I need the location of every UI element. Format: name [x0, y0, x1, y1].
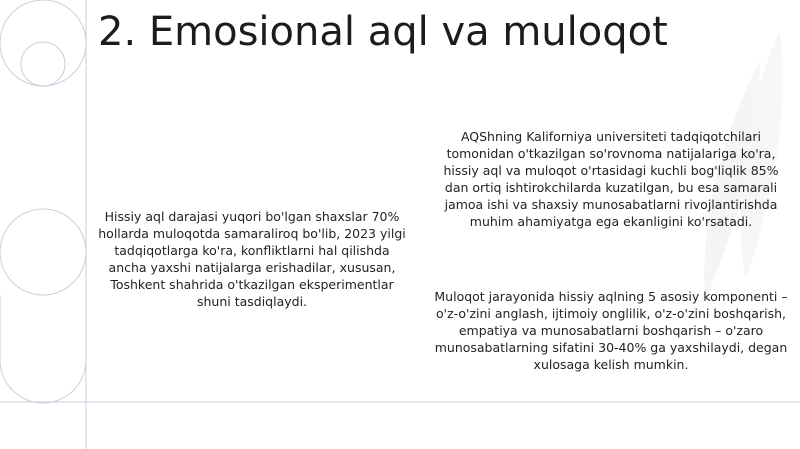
decor-circle-small: [21, 42, 65, 86]
page-title: 2. Emosional aql va muloqot: [98, 9, 668, 55]
decor-circle-large: [0, 0, 86, 86]
left-paragraph: Hissiy aql darajasi yuqori bo'lgan shaxslar 70% hollarda muloqotda samaraliroq bo'lib, 2023 yilgi tadqiqotlarga ko'ra, konfliktlarni hal qilishda ancha yaxshi natijalarga erishadilar, xususan, Toshkent shahrida o'tkazilgan eksperimentlar shuni tasdiqlaydi.: [98, 209, 406, 309]
right-paragraph-bottom: Muloqot jarayonida hissiy aqlning 5 asosiy komponenti – o'z-o'zini anglash, ijtimoiy onglilik, o'z-o'zini boshqarish, empatiya va munosabatlarni boshqarish – o'zaro munosabatlarning sifatini 30-40% ga yaxshilaydi, degan xulosaga kelish mumkin.: [434, 289, 788, 372]
decor-arc-bottom: [0, 295, 86, 403]
decor-circle-middle: [0, 209, 86, 295]
right-paragraph-top: AQShning Kaliforniya universiteti tadqiqotchilari tomonidan o'tkazilgan so'rovnoma natijalariga ko'ra, hissiy aql va muloqot o'rtasidagi kuchli bog'liqlik 85% dan ortiq ishtirokchilarda kuzatilgan, bu esa samarali jamoa ishi va shaxsiy munosabatlarni rivojlantirishda muhim ahamiyatga ega ekanligini ko'rsatadi.: [443, 129, 779, 229]
